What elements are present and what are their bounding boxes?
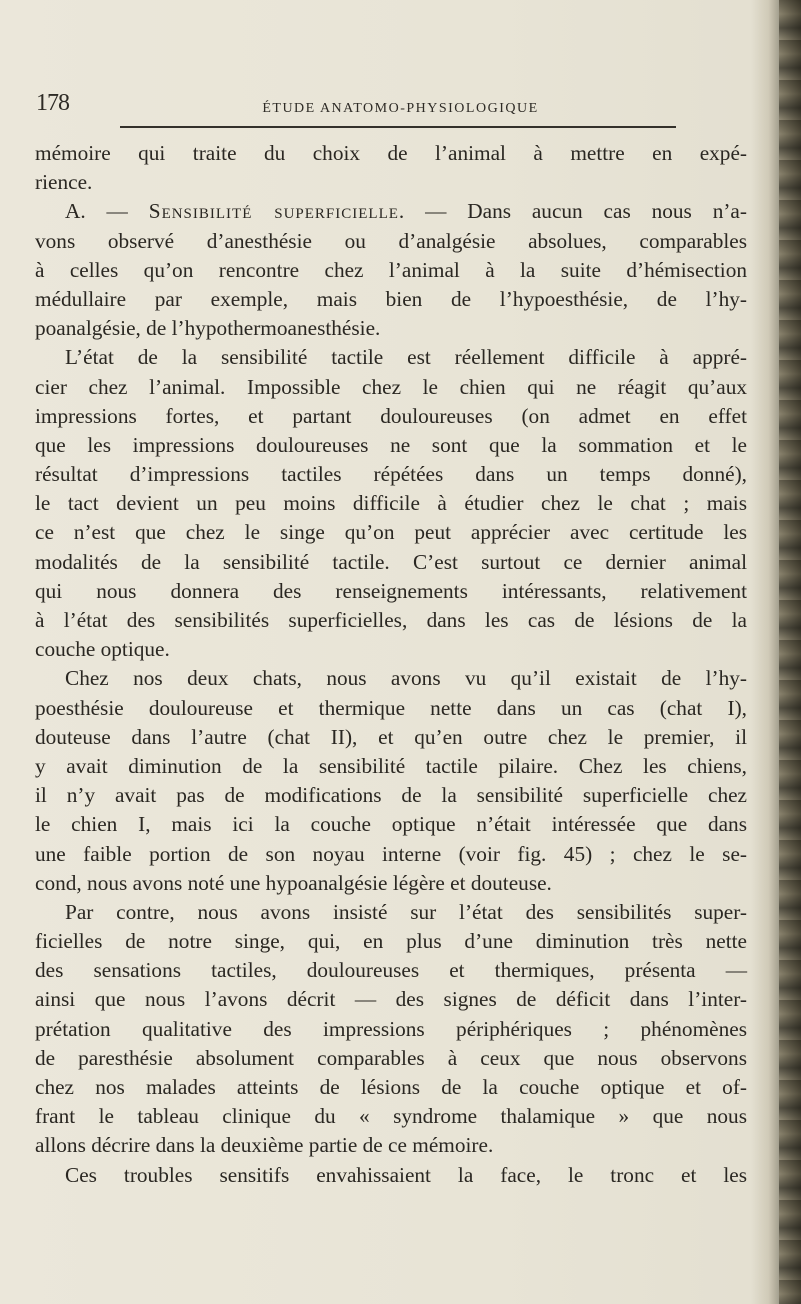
section-title: Sensibilité superficielle — [148, 199, 399, 224]
text-line: à celles qu’on rencontre chez l’animal à la suite d’hémisection — [35, 257, 747, 282]
text-line-section-heading: A. — Sensibilité superficielle. — Dans aucun cas nous n’a- — [65, 199, 747, 224]
text-line: vons observé d’anesthésie ou d’analgésie absolues, comparables — [35, 228, 747, 253]
text-line: L’état de la sensibilité tactile est réellement difficile à appré- — [65, 345, 747, 370]
text-line: impressions fortes, et partant douloureuses (on admet en effet — [35, 403, 747, 428]
text-line: médullaire par exemple, mais bien de l’hypoesthésie, de l’hy- — [35, 286, 747, 311]
text-line: à l’état des sensibilités superficielles, dans les cas de lésions de la — [35, 608, 747, 632]
text-line: modalités de la sensibilité tactile. C’est surtout ce dernier animal — [35, 549, 747, 574]
text-line: cier chez l’animal. Impossible chez le chien qui ne réagit qu’aux — [35, 374, 747, 399]
text-line: il n’y avait pas de modifications de la sensibilité superficielle chez — [35, 783, 747, 808]
text-line: ainsi que nous l’avons décrit — des signes de déficit dans l’inter- — [35, 987, 747, 1012]
page-edge-binding — [779, 0, 801, 1304]
page-number: 178 — [36, 90, 69, 116]
text-line: allons décrire dans la deuxième partie de ce mémoire. — [35, 1133, 494, 1158]
text-line: résultat d’impressions tactiles répétées dans un temps donné), — [35, 462, 747, 487]
running-title: ÉTUDE ANATOMO-PHYSIOLOGIQUE — [262, 101, 539, 116]
body-text — [35, 139, 747, 1190]
text-line: ficielles de notre singe, qui, en plus d’une diminution très nette — [35, 929, 747, 954]
text-line: couche optique. — [35, 637, 170, 662]
text-line: prétation qualitative des impressions périphériques ; phénomènes — [35, 1016, 747, 1041]
text-line: des sensations tactiles, douloureuses et thermiques, présenta — — [35, 958, 747, 983]
text-line: de paresthésie absolument comparables à ceux que nous observons — [35, 1045, 747, 1070]
text-line: cond, nous avons noté une hypoanalgésie légère et douteuse. — [35, 870, 552, 895]
text-line: poesthésie douloureuse et thermique nette dans un cas (chat I), — [35, 695, 747, 720]
text-line: frant le tableau clinique du « syndrome thalamique » que nous — [35, 1104, 747, 1129]
text-line: y avait diminution de la sensibilité tactile pilaire. Chez les chiens, — [35, 753, 747, 778]
text-line: Par contre, nous avons insisté sur l’état des sensibilités super- — [65, 899, 747, 924]
text-line: le chien I, mais ici la couche optique n’était intéressée que dans — [35, 812, 747, 837]
text-line: que les impressions douloureuses ne sont que la sommation et le — [35, 432, 747, 457]
text-line: douteuse dans l’autre (chat II), et qu’en outre chez le premier, il — [35, 724, 747, 749]
text-line: Ces troubles sensitifs envahissaient la face, le tronc et les — [65, 1162, 747, 1187]
text-line: mémoire qui traite du choix de l’animal à mettre en expé- — [35, 141, 747, 165]
text-line: qui nous donnera des renseignements intéressants, relativement — [35, 578, 747, 603]
text-line: le tact devient un peu moins difficile à étudier chez le chat ; mais — [35, 491, 747, 516]
text-line: une faible portion de son noyau interne (voir fig. 45) ; chez le se- — [35, 841, 747, 866]
text-line: rience. — [35, 170, 93, 195]
header-rule — [120, 126, 676, 128]
text-line: Chez nos deux chats, nous avons vu qu’il existait de l’hy- — [65, 666, 747, 691]
text-line: ce n’est que chez le singe qu’on peut apprécier avec certitude les — [35, 520, 747, 545]
text-line: poanalgésie, de l’hypothermoanesthésie. — [35, 316, 381, 341]
text-line: chez nos malades atteints de lésions de la couche optique et of- — [35, 1075, 747, 1099]
